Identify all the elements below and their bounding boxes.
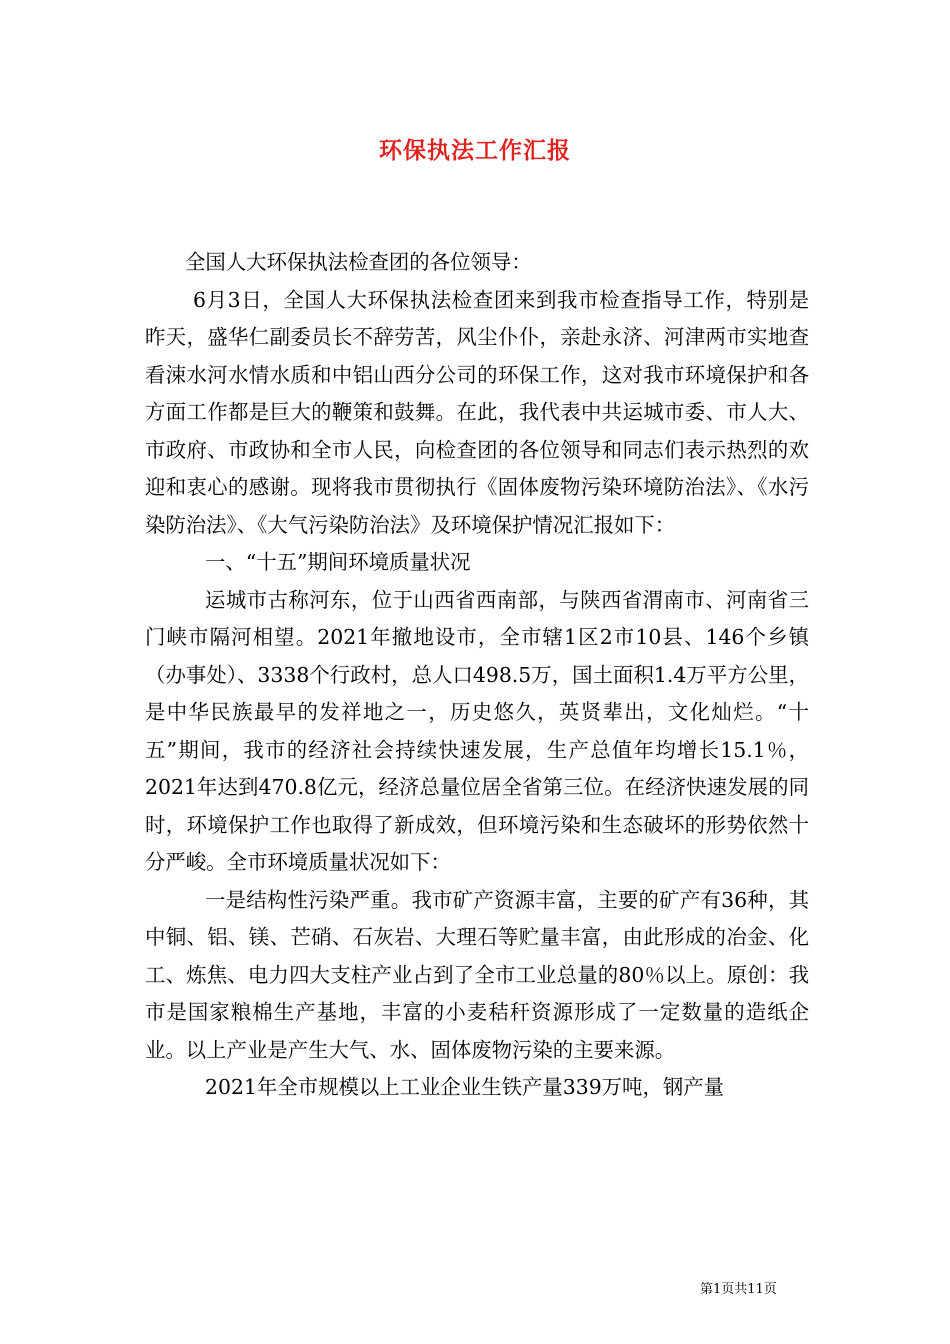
salutation-paragraph: 全国人大环保执法检查团的各位领导： — [185, 250, 532, 274]
body-paragraph: 运城市古称河东，位于山西省西南部，与陕西省渭南市、河南省三门峡市隔河相望。2021年撤地设市，全市辖1区2市10县、146个乡镇（办事处）、3338个行政村，总人口498.5万，国土面积1.4万平方公里，是中华民族最早的发祥地之一，历史悠久，英贤辈出，文化灿烂。“十五”期间，我市的经济社会持续快速发展，生产总值年均增长15.1％，2021年达到470.8亿元，经济总量位居全省第三位。在经济快速发展的同时，环境保护工作也取得了新成效，但环境污染和生态破坏的形势依然十分严峻。全市环境质量状况如下： — [145, 587, 809, 874]
section-heading: 一、“十五”期间环境质量状况 — [205, 550, 471, 574]
body-paragraph: 一是结构性污染严重。我市矿产资源丰富，主要的矿产有36种，其中铜、铝、镁、芒硝、石灰岩、大理石等贮量丰富，由此形成的冶金、化工、炼焦、电力四大支柱产业占到了全市工业总量的80％以上。原创：我市是国家粮棉生产基地，丰富的小麦秸秆资源形成了一定数量的造纸企业。以上产业是产生大气、水、固体废物污染的主要来源。 — [145, 887, 809, 1062]
body-paragraph: 2021年全市规模以上工业企业生铁产量339万吨，钢产量 — [205, 1075, 725, 1099]
body-paragraph: 6月3日，全国人大环保执法检查团来到我市检查指导工作，特别是昨天，盛华仁副委员长不辞劳苦，风尘仆仆，亲赴永济、河津两市实地查看涑水河水情水质和中铝山西分公司的环保工作，这对我市环境保护和各方面工作都是巨大的鞭策和鼓舞。在此，我代表中共运城市委、市人大、市政府、市政协和全市人民，向检查团的各位领导和同志们表示热烈的欢迎和衷心的感谢。现将我市贯彻执行《固体废物污染环境防治法》、《水污染防治法》、《大气污染防治法》及环境保护情况汇报如下： — [145, 287, 809, 537]
document-title: 环保执法工作汇报 — [379, 137, 571, 164]
document-body — [145, 244, 809, 1107]
page-number-footer: 第1页共11页 — [700, 1282, 777, 1297]
